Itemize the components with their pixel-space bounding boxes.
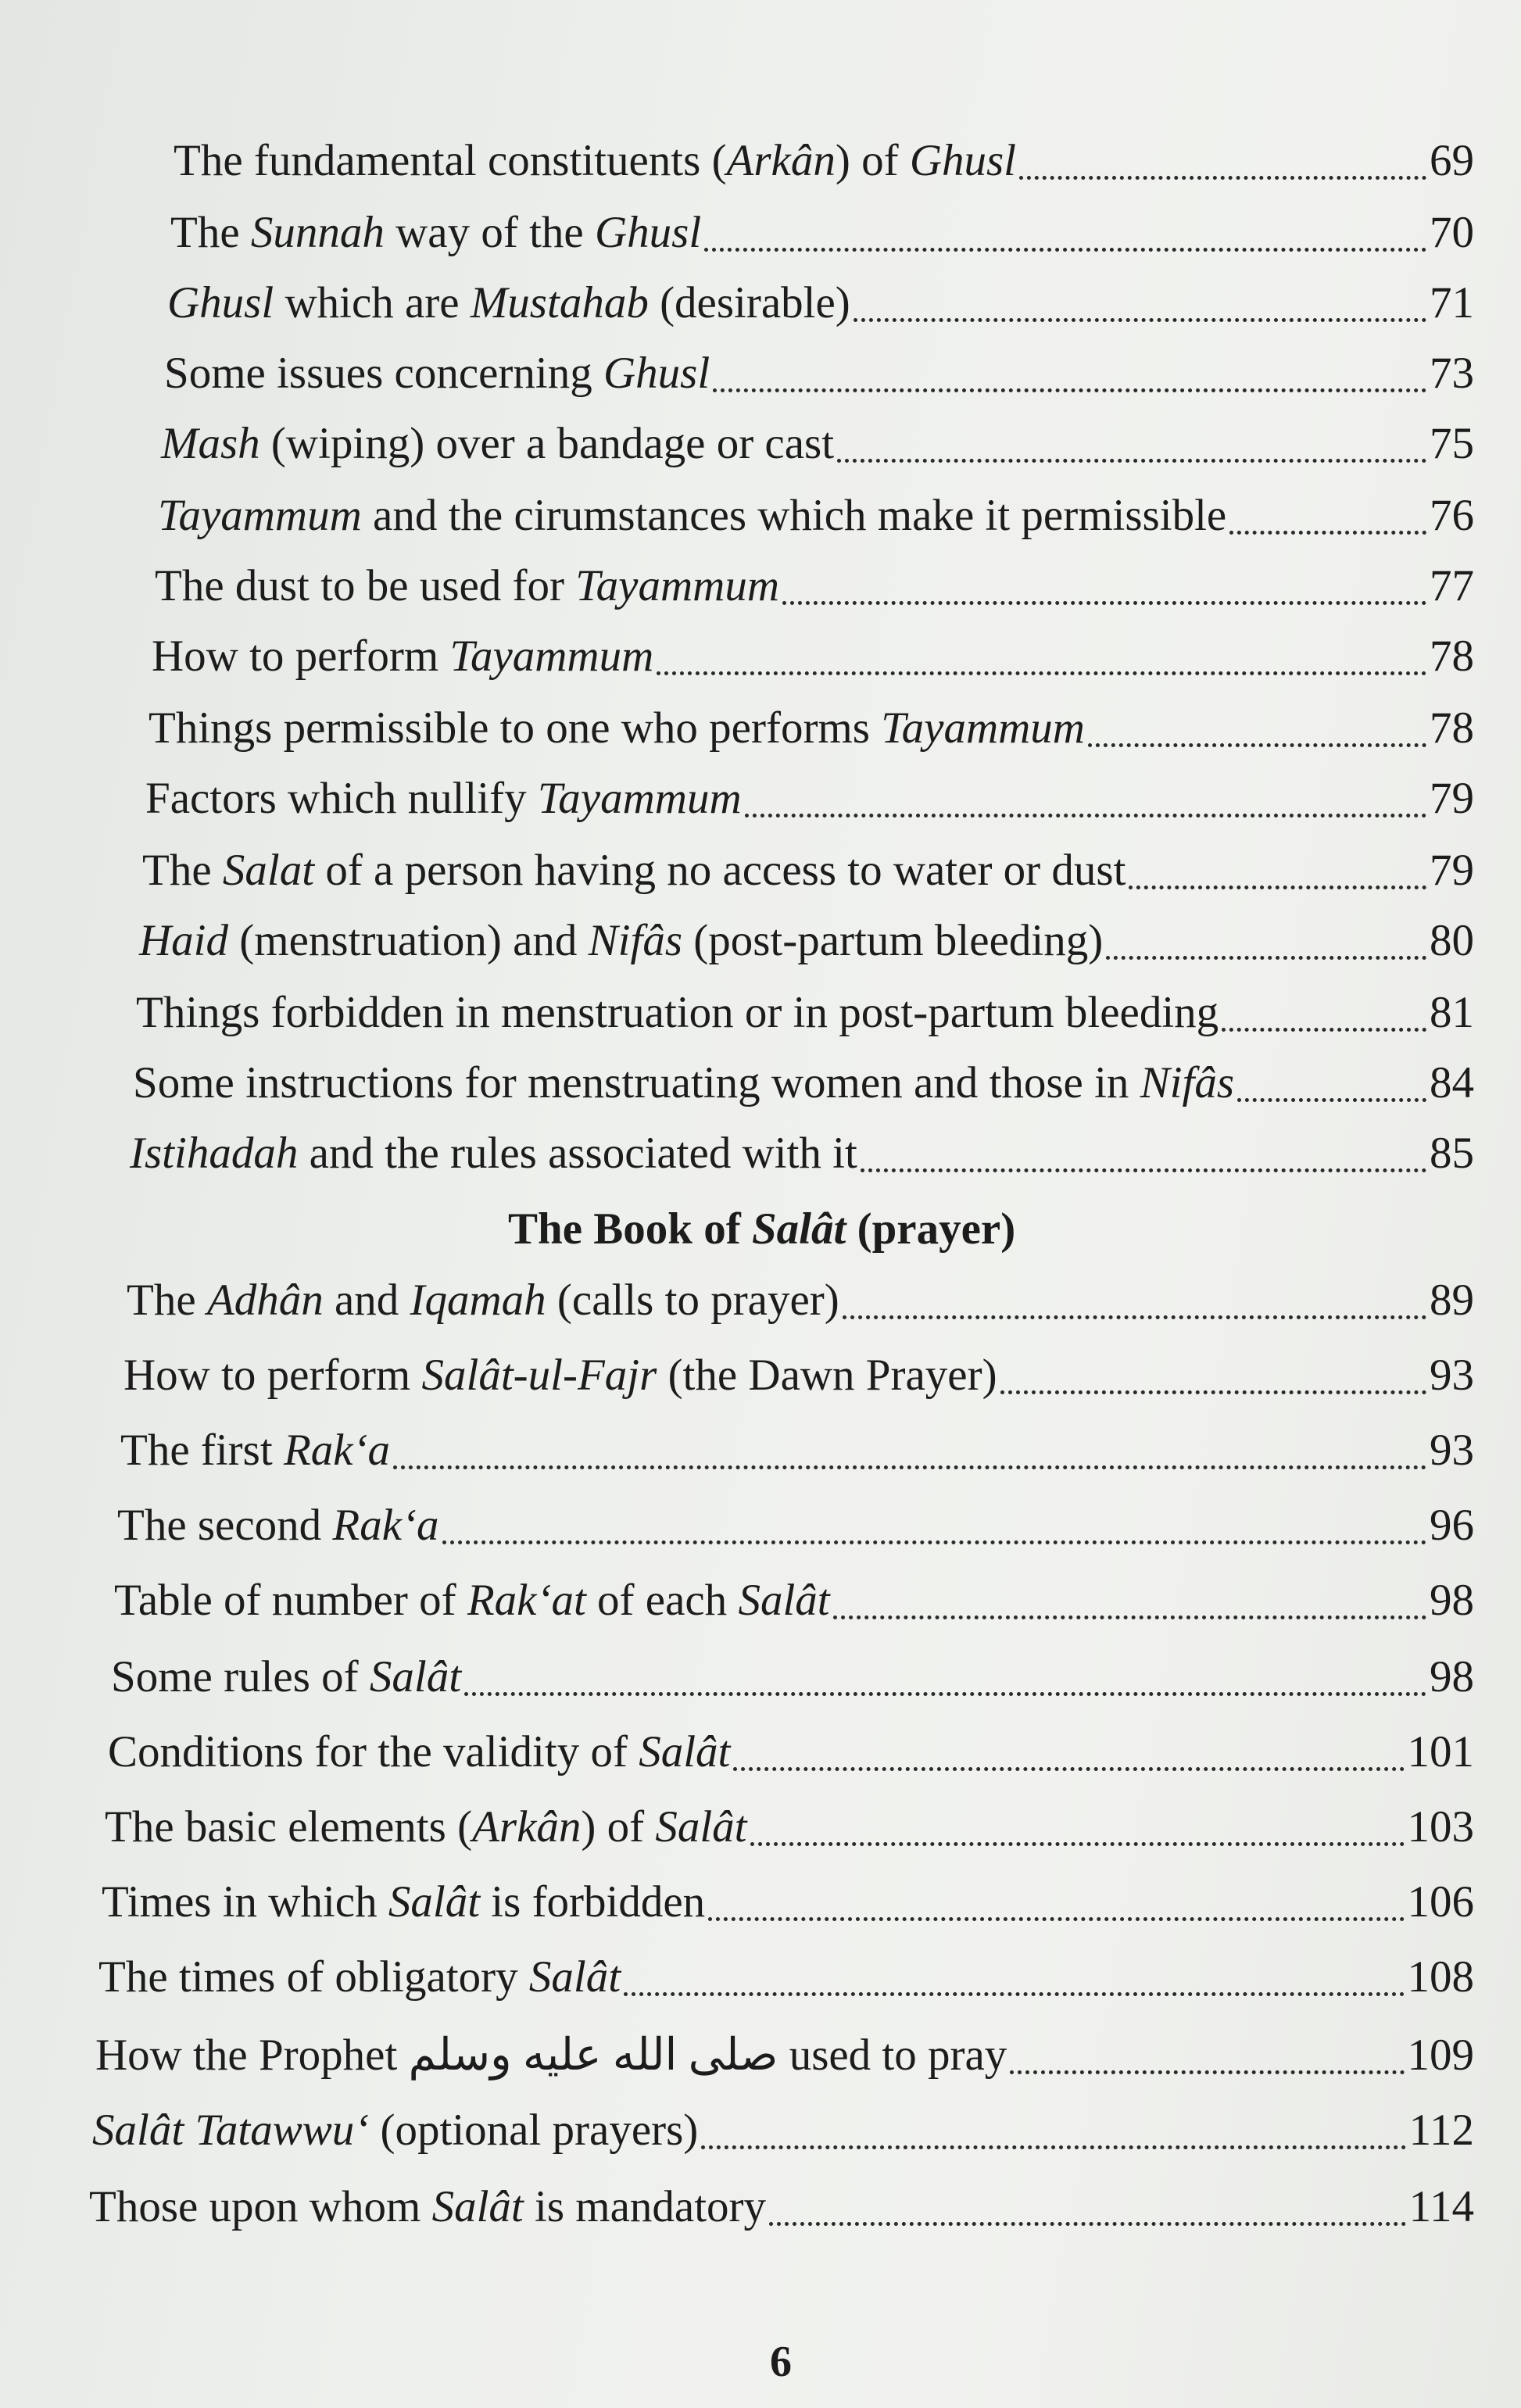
toc-entry xyxy=(117,1497,1474,1557)
toc-entry-title: Table of number of Rak‘at of each Salât xyxy=(114,1576,830,1625)
toc-entry-title: How the Prophet صلى الله عليه وسلم used to pray xyxy=(95,2031,1007,2080)
toc-entry-page-number: 73 xyxy=(1430,349,1474,398)
dot-leader xyxy=(464,1692,1426,1696)
dot-leader xyxy=(701,2145,1405,2149)
toc-entry xyxy=(89,2179,1474,2238)
dot-leader xyxy=(843,1315,1426,1319)
toc-entry-title: How to perform Tayammum xyxy=(152,632,654,681)
page-number-folio: 6 xyxy=(770,2338,792,2386)
dot-leader xyxy=(708,1917,1404,1921)
toc-entry xyxy=(102,1874,1474,1934)
toc-entry-title: The Adhân and Iqamah (calls to prayer) xyxy=(127,1276,839,1325)
toc-entry-page-number: 79 xyxy=(1430,774,1474,823)
toc-entry xyxy=(111,1649,1474,1708)
dot-leader xyxy=(782,601,1426,605)
toc-entry-title: Some rules of Salât xyxy=(111,1652,462,1701)
toc-entry xyxy=(145,771,1474,830)
toc-entry-title: The basic elements (Arkân) of Salât xyxy=(105,1802,747,1852)
toc-entry-title: The times of obligatory Salât xyxy=(98,1952,621,2002)
toc-entry-title: The fundamental constituents (Arkân) of Ghusl xyxy=(174,136,1017,185)
toc-entry xyxy=(142,843,1474,902)
toc-entry-title: Conditions for the validity of Salât xyxy=(108,1727,731,1776)
toc-entry-page-number: 112 xyxy=(1408,2106,1474,2155)
toc-entry-page-number: 79 xyxy=(1430,846,1474,895)
toc-entry xyxy=(139,913,1474,972)
toc-entry-title: Ghusl which are Mustahab (desirable) xyxy=(167,278,850,327)
toc-entry xyxy=(170,205,1474,264)
dot-leader xyxy=(1237,1098,1426,1102)
dot-leader xyxy=(657,671,1426,675)
toc-entry-title: Tayammum and the cirumstances which make it permissible xyxy=(158,491,1227,540)
toc-entry-page-number: 98 xyxy=(1430,1576,1474,1625)
toc-entry-page-number: 85 xyxy=(1430,1129,1474,1178)
toc-entry-title: The dust to be used for Tayammum xyxy=(155,561,779,610)
dot-leader xyxy=(704,248,1426,252)
dot-leader xyxy=(1106,956,1426,960)
toc-entry-page-number: 84 xyxy=(1430,1058,1474,1107)
toc-entry xyxy=(155,558,1474,617)
toc-entry xyxy=(152,628,1474,688)
dot-leader xyxy=(1000,1390,1426,1394)
toc-entry-page-number: 77 xyxy=(1430,561,1474,610)
toc-entry-page-number: 70 xyxy=(1430,208,1474,257)
toc-entry xyxy=(105,1799,1474,1859)
toc-entry xyxy=(161,416,1474,475)
toc-entry xyxy=(167,275,1474,335)
toc-entry xyxy=(98,1949,1474,2009)
toc-entry-title: Those upon whom Salât is mandatory xyxy=(89,2182,767,2231)
dot-leader xyxy=(713,388,1426,392)
dot-leader xyxy=(733,1767,1404,1771)
dot-leader xyxy=(1088,743,1426,747)
toc-entry-title: Haid (menstruation) and Nifâs (post-partum bleeding) xyxy=(139,916,1104,965)
toc-entry xyxy=(130,1125,1474,1185)
toc-entry-title: Things forbidden in menstruation or in post-partum bleeding xyxy=(136,988,1219,1037)
toc-entry xyxy=(114,1573,1474,1632)
toc-entry-page-number: 101 xyxy=(1407,1727,1474,1776)
dot-leader xyxy=(442,1540,1426,1544)
toc-entry-page-number: 93 xyxy=(1430,1426,1474,1475)
dot-leader xyxy=(861,1168,1426,1172)
dot-leader xyxy=(769,2222,1406,2226)
toc-entry xyxy=(158,488,1474,547)
toc-entry-page-number: 106 xyxy=(1407,1877,1474,1927)
dot-leader xyxy=(1019,176,1426,180)
toc-entry-page-number: 96 xyxy=(1430,1501,1474,1550)
toc-entry-title: How to perform Salât-ul-Fajr (the Dawn Prayer) xyxy=(123,1351,997,1400)
toc-entry-title: Some instructions for menstruating women and those in Nifâs xyxy=(133,1058,1235,1107)
toc-entry-title: Salât Tatawwu‘ (optional prayers) xyxy=(92,2106,699,2155)
toc-entry-page-number: 69 xyxy=(1430,136,1474,185)
toc-entry-title: Mash (wiping) over a bandage or cast xyxy=(161,419,835,468)
toc-entry xyxy=(127,1272,1474,1332)
toc-entry-title: The second Rak‘a xyxy=(117,1501,439,1550)
dot-leader xyxy=(1010,2070,1404,2074)
toc-entry-page-number: 81 xyxy=(1430,988,1474,1037)
toc-entry xyxy=(120,1422,1474,1482)
toc-entry-title: Some issues concerning Ghusl xyxy=(164,349,710,398)
dot-leader xyxy=(854,318,1426,322)
dot-leader xyxy=(833,1615,1426,1619)
toc-entry-page-number: 71 xyxy=(1430,278,1474,327)
toc-entry-page-number: 103 xyxy=(1407,1802,1474,1852)
toc-entry-title: The first Rak‘a xyxy=(120,1426,391,1475)
section-heading: The Book of Salât (prayer) xyxy=(508,1204,1016,1254)
toc-entry-page-number: 78 xyxy=(1430,632,1474,681)
toc-entry xyxy=(92,2102,1474,2162)
toc-entry-title: Factors which nullify Tayammum xyxy=(145,774,742,823)
dot-leader xyxy=(837,459,1426,463)
toc-entry-title: The Sunnah way of the Ghusl xyxy=(170,208,702,257)
toc-entry xyxy=(149,700,1474,760)
toc-entry xyxy=(133,1055,1474,1115)
toc-entry-page-number: 93 xyxy=(1430,1351,1474,1400)
toc-entry-title: Things permissible to one who performs Tayammum xyxy=(149,703,1085,753)
toc-entry-page-number: 114 xyxy=(1408,2182,1474,2231)
dot-leader xyxy=(624,1992,1404,1996)
toc-entry-page-number: 98 xyxy=(1430,1652,1474,1701)
toc-entry-page-number: 78 xyxy=(1430,703,1474,753)
dot-leader xyxy=(1222,1028,1426,1032)
toc-entry-page-number: 109 xyxy=(1407,2031,1474,2080)
toc-entry-page-number: 89 xyxy=(1430,1276,1474,1325)
dot-leader xyxy=(1229,531,1426,535)
dot-leader xyxy=(750,1842,1405,1846)
toc-entry-title: Istihadah and the rules associated with it xyxy=(130,1129,857,1178)
toc-entry xyxy=(108,1724,1474,1784)
dot-leader xyxy=(745,814,1426,818)
toc-entry-page-number: 80 xyxy=(1430,916,1474,965)
toc-entry-title: The Salat of a person having no access to water or dust xyxy=(142,846,1126,895)
toc-entry xyxy=(164,345,1474,405)
toc-entry xyxy=(123,1347,1474,1407)
toc-entry-title: Times in which Salât is forbidden xyxy=(102,1877,706,1927)
toc-entry xyxy=(136,985,1474,1044)
toc-entry xyxy=(95,2027,1474,2087)
toc-entry xyxy=(174,133,1474,192)
toc-entry-page-number: 76 xyxy=(1430,491,1474,540)
toc-entry-page-number: 75 xyxy=(1430,419,1474,468)
dot-leader xyxy=(1129,886,1426,889)
dot-leader xyxy=(393,1465,1426,1469)
toc-entry-page-number: 108 xyxy=(1407,1952,1474,2002)
